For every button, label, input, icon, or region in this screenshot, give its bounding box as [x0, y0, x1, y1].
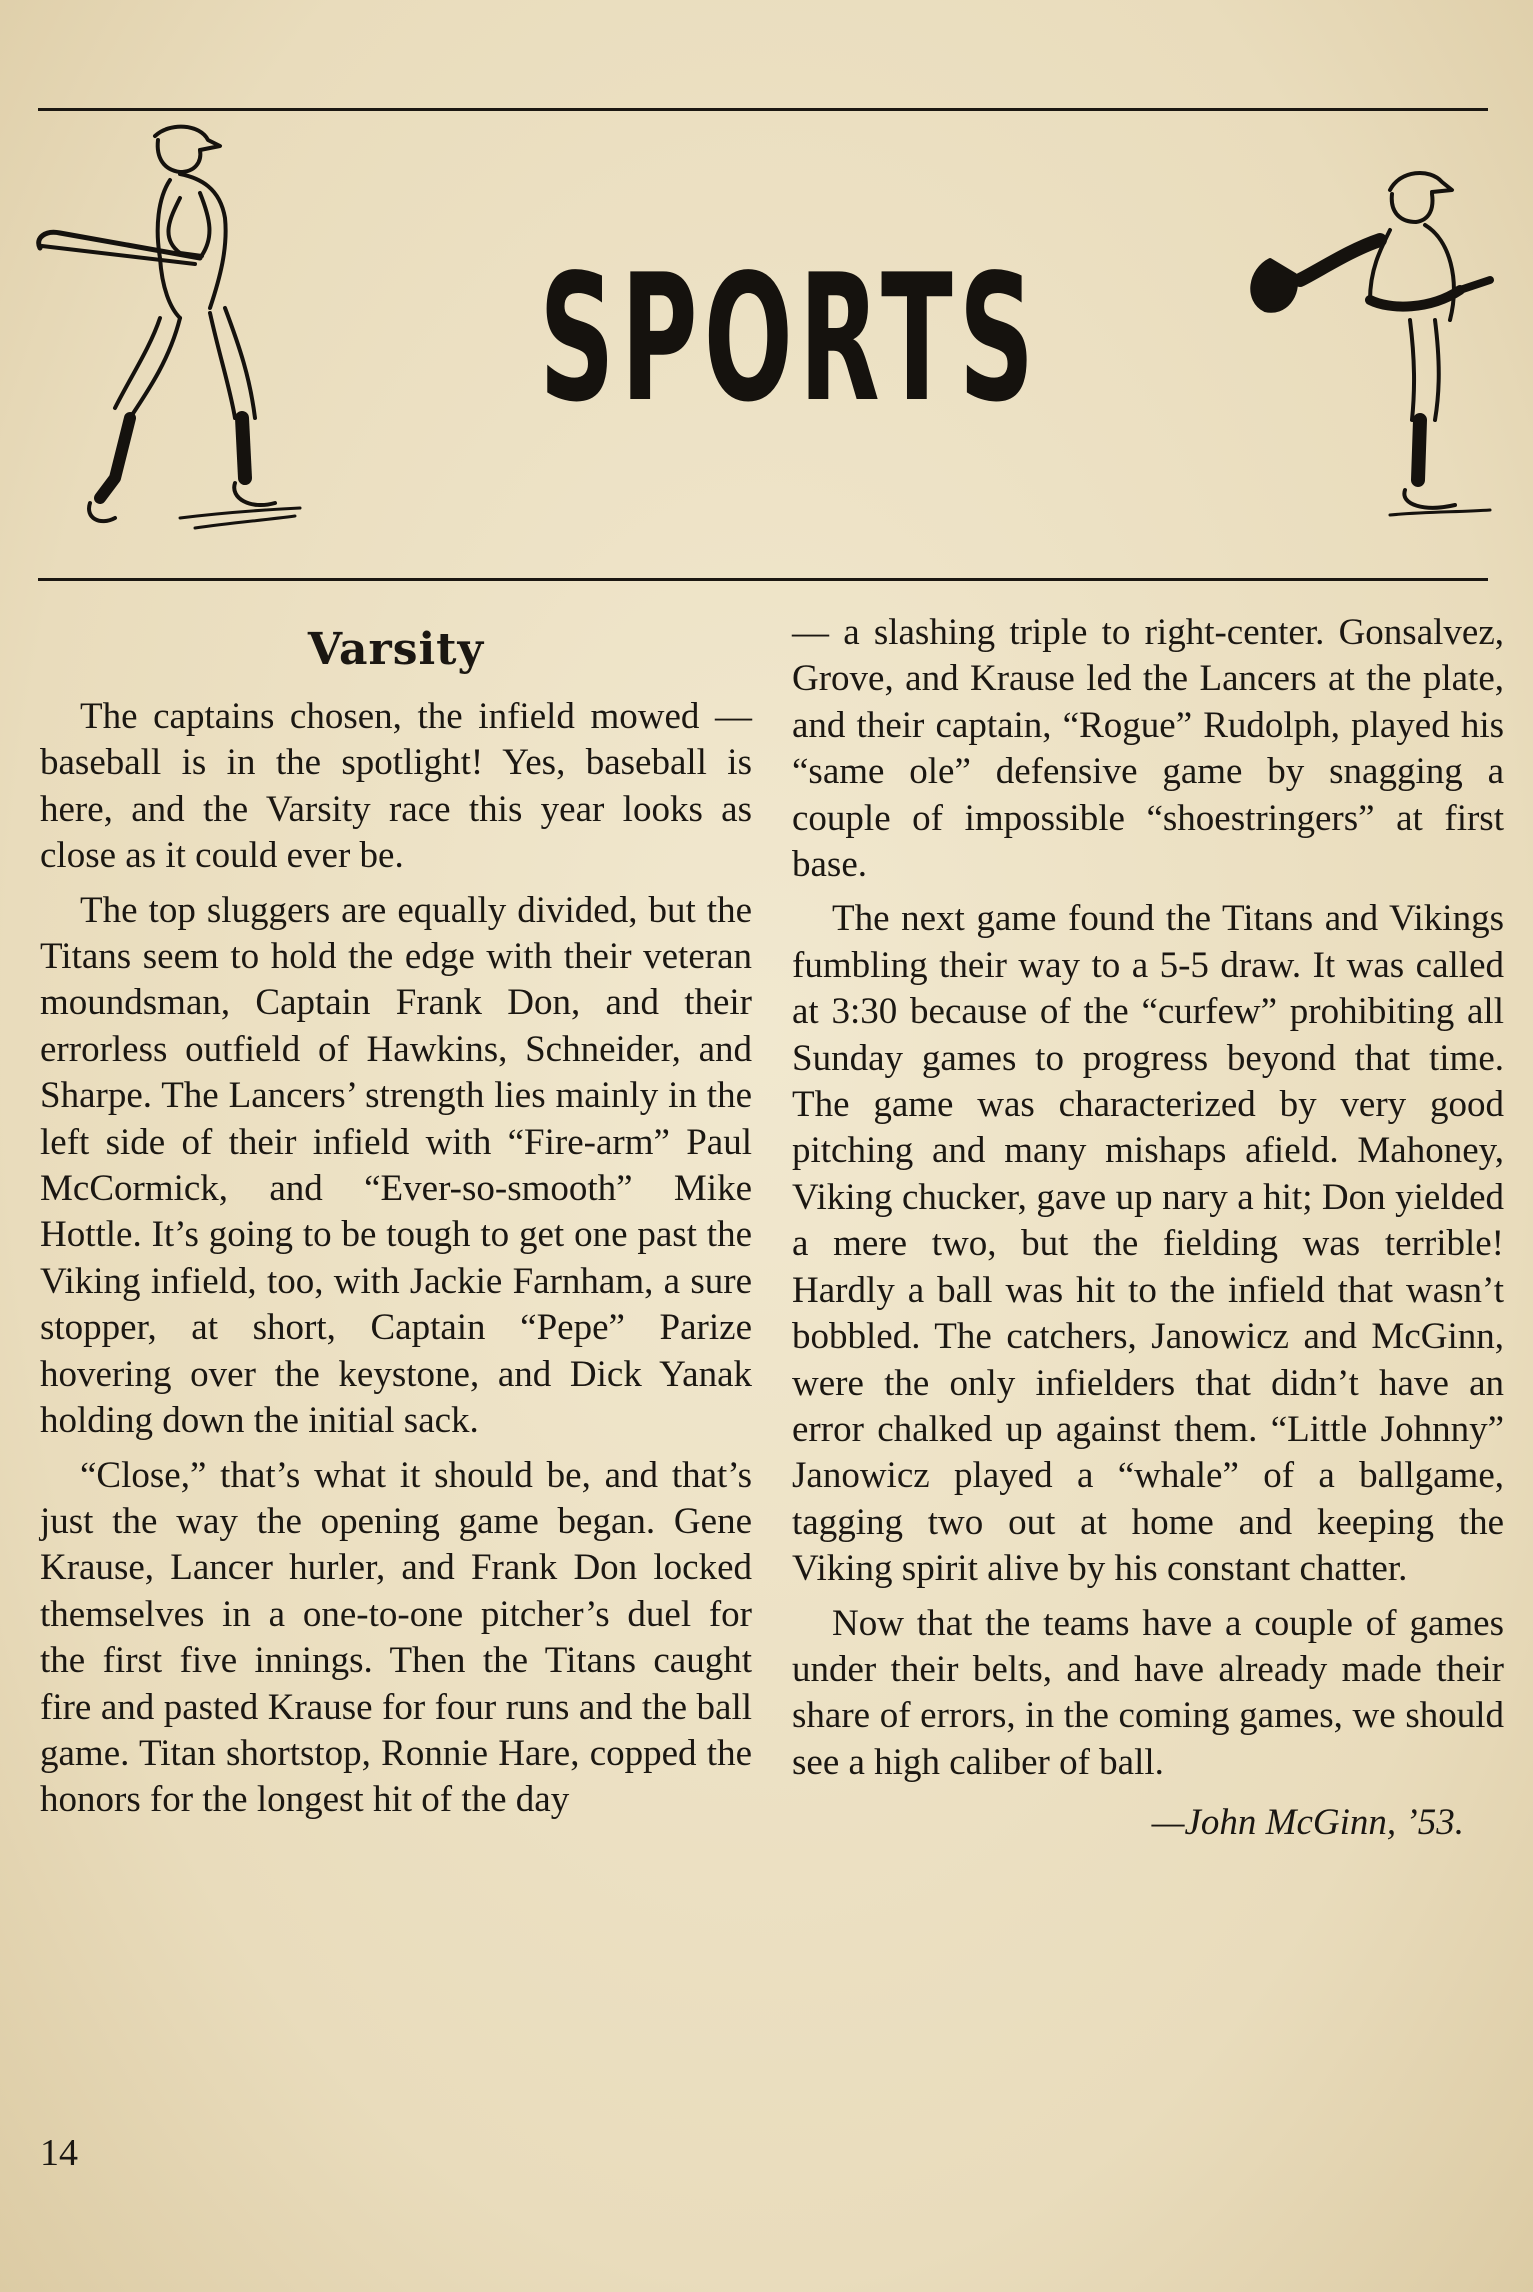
header-top-rule — [38, 108, 1488, 111]
paragraph: The top sluggers are equally divided, but the Titans seem to hold the edge with their veteran moundsman, Captain Frank Don, and their errorless outfield of Hawkins, Schneider, and Sharpe. The Lancers’ strength lies mainly in the left side of their infield with “Fire-arm” Paul McCormick, and “Ever-so-smooth” Mike Hottle. It’s going to be tough to get one past the Viking infield, too, with Jackie Farnham, a sure stopper, at short, Captain “Pepe” Parize hovering over the keystone, and Dick Yanak holding down the initial sack. — [40, 889, 752, 1442]
batter-illustration — [30, 118, 360, 568]
right-column — [792, 610, 1504, 1847]
header-title-wrap — [420, 240, 1160, 440]
paragraph: The next game found the Titans and Vikings fumbling their way to a 5-5 draw. It was called at 3:30 because of the “curfew” prohibiting all Sunday games to progress beyond that time. The game was characterized by very good pitching and many mishaps afield. Mahoney, Viking chucker, gave up nary a hit; Don yielded a mere two, but the fielding was terrible! Hardly a ball was hit to the infield that wasn’t bobbled. The catchers, Janowicz and McGinn, were the only infielders that didn’t have an error chalked up against them. “Little Johnny” Janowicz played a “whale” of a ballgame, tagging two out at home and keeping the Viking spirit alive by his constant chatter. — [792, 898, 1504, 1590]
header-bottom-rule — [38, 578, 1488, 581]
paragraph: — a slashing triple to right-center. Gonsalvez, Grove, and Krause led the Lancers at the plate, and their captain, “Rogue” Rudolph, played his “same ole” defensive game by snagging a couple of impossible “shoestringers” at first base. — [792, 612, 1504, 886]
paragraph: Now that the teams have a couple of games under their belts, and have already made their share of errors, in the coming games, we should see a high caliber of ball. — [792, 1602, 1504, 1783]
byline: —John McGinn, ’53. — [1151, 1802, 1464, 1844]
article-title: Varsity — [307, 624, 485, 675]
left-column — [40, 610, 752, 1832]
pitcher-illustration — [1220, 160, 1510, 570]
section-header-title: SPORTS — [539, 238, 1041, 441]
paragraph: “Close,” that’s what it should be, and that’s just the way the opening game began. Gene Krause, Lancer hurler, and Frank Don locked themselves in a one-to-one pitcher’s duel for the first five innings. Then the Titans caught fire and pasted Krause for four runs and the ball game. Titan shortstop, Ronnie Hare, copped the honors for the longest hit of the day — [40, 1454, 752, 1821]
paragraph: The captains chosen, the infield mowed — baseball is in the spotlight! Yes, baseball is here, and the Varsity race this year looks as close as it could ever be. — [40, 696, 752, 877]
page-number: 14 — [40, 2132, 78, 2174]
